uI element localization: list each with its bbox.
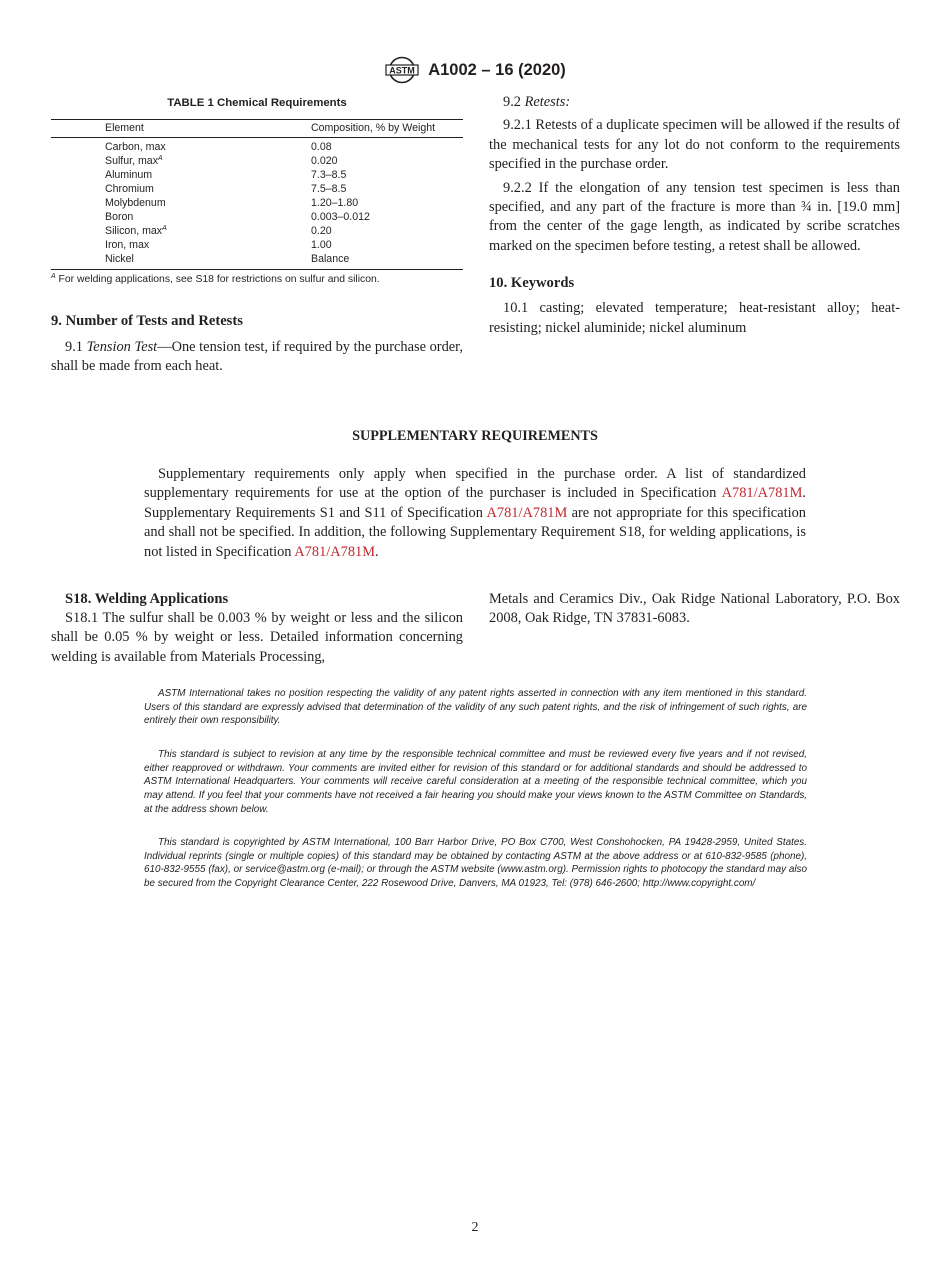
- supplementary-text: Supplementary requirements only apply when specified in the purchase order. A list of standardized supplementary requirements for use at the option of the purchaser is included in Specification A781/A781M. Supplementary Requirements S1 and S11 of Specification A781/A781M are not appropriate for this specification and shall not be specified. In addition, the following Supplementary Requirement S18, for welding applications, is not listed in Specification A781/A781M.: [144, 466, 806, 560]
- value-cell: 7.5–8.5: [311, 183, 347, 196]
- legal-copyright-notice: This standard is copyrighted by ASTM International, 100 Barr Harbor Drive, PO Box C700, West Conshohocken, PA 19428-2959, United States. Individual reprints (single or multiple copies) of this standard may be obtained by contacting ASTM at the above address or at 610-832-9585 (phone), 610-832-9555 (fax), or service@astm.org (e-mail); or through the ASTM website (www.astm.org). Permission rights to photocopy the standard may also be secured from the Copyright Clearance Center, 222 Rosewood Drive, Danvers, MA 01923, Tel: (978) 646-2600; http://www.copyright.com/: [144, 837, 807, 890]
- table-footnote: $^A$ For welding applications, see S18 for restrictions on sulfur and silicon.: [51, 272, 380, 285]
- document-id: A1002 – 16 (2020): [428, 60, 566, 79]
- value-cell: 1.00: [311, 238, 332, 251]
- supplementary-title: SUPPLEMENTARY REQUIREMENTS: [352, 428, 598, 444]
- table-row: [51, 183, 463, 197]
- element-cell: Molybdenum: [105, 197, 166, 210]
- paragraph-s18-1-cont: Metals and Ceramics Div., Oak Ridge National Laboratory, P.O. Box 2008, Oak Ridge, TN 37831-6083.: [489, 591, 900, 627]
- astm-logo-text: ASTM: [389, 65, 415, 76]
- value-cell: 0.020: [311, 155, 338, 168]
- table-row: [51, 155, 463, 169]
- element-cell: Nickel: [105, 252, 134, 265]
- astm-logo-icon: [384, 56, 420, 84]
- value-cell: 7.3–8.5: [311, 169, 347, 182]
- value-cell: Balance: [311, 252, 350, 265]
- column-header-element: Element: [51, 120, 311, 138]
- element-cell: Chromium: [105, 183, 154, 196]
- element-cell: Aluminum: [105, 169, 153, 182]
- paragraph-9-2: 9.2 Retests:: [503, 94, 571, 110]
- table-row: [51, 211, 463, 225]
- paragraph-9-1: 9.1 Tension Test—One tension test, if required by the purchase order, shall be made from each heat.: [51, 339, 463, 375]
- paragraph-9-2-1: 9.2.1 Retests of a duplicate specimen will be allowed if the results of the mechanical tests for any lot do not conform to the requirements specified in the purchase order.: [489, 117, 900, 173]
- paragraph-s18-1: S18.1 The sulfur shall be 0.003 % by weight or less and the silicon shall be 0.05 % by weight or less. Detailed information concerning welding is available from Materials Processing,: [51, 610, 463, 665]
- section-9-heading: 9. Number of Tests and Retests: [51, 313, 243, 329]
- s18-heading: S18. Welding Applications: [65, 591, 229, 607]
- value-cell: 0.08: [311, 141, 332, 154]
- table-rule: [51, 269, 463, 270]
- table-title: TABLE 1 Chemical Requirements: [167, 97, 347, 109]
- paragraph-9-2-2: 9.2.2 If the elongation of any tension test specimen is less than specified, and any part of the fracture is more than ¾ in. [19.0 mm] from the center of the gage length, as indicated by scribe scratches marked on the specimen before testing, a retest shall be allowed.: [489, 179, 900, 254]
- table-row: [51, 197, 463, 211]
- legal-patent-notice: ASTM International takes no position respecting the validity of any patent rights asserted in connection with any item mentioned in this standard. Users of this standard are expressly advised that determination of the validity of any such patent rights, and the risk of infringement of such rights, are entirely their own responsibility.: [144, 688, 807, 727]
- element-cell: Sulfur, $\max^A$: [105, 155, 163, 168]
- column-header-composition: Composition, % by Weight: [311, 120, 463, 138]
- page-header: [0, 56, 950, 84]
- table-row: [51, 239, 463, 253]
- table-row: [51, 138, 463, 155]
- page-number: 2: [471, 1220, 479, 1235]
- s18-left: [51, 590, 463, 667]
- table-row: [51, 253, 463, 269]
- table-1-block: [51, 94, 463, 285]
- paragraph-10-1: 10.1 casting; elevated temperature; heat-resistant alloy; heat-resisting; nickel aluminide; nickel aluminum: [489, 300, 900, 336]
- s18-right: [489, 590, 900, 629]
- element-cell: Silicon, $\max^A$: [105, 224, 167, 237]
- element-cell: Boron: [105, 210, 134, 223]
- spec-link[interactable]: A781/A781M: [486, 504, 568, 521]
- element-cell: Carbon, max: [105, 141, 166, 154]
- chemical-requirements-table: [51, 119, 463, 268]
- footnote-marker: A: [162, 224, 167, 232]
- table-row: [51, 225, 463, 239]
- section-10-heading: 10. Keywords: [489, 275, 575, 292]
- right-column: [489, 93, 900, 338]
- value-cell: 0.20: [311, 224, 332, 237]
- legal-revision-notice: This standard is subject to revision at any time by the responsible technical committee and must be reviewed every five years and if not revised, either reapproved or withdrawn. Your comments are invited either for revision of this standard or for additional standards and should be addressed to ASTM International Headquarters. Your comments will receive careful consideration at a meeting of the responsible technical committee, which you may attend. If you feel that your comments have not received a fair hearing you should make your views known to the ASTM Committee on Standards, at the address shown below.: [144, 749, 807, 815]
- footnote-marker: A: [158, 155, 163, 163]
- section-9: [51, 312, 463, 377]
- table-row: [51, 169, 463, 183]
- element-cell: Iron, max: [105, 238, 150, 251]
- value-cell: 0.003–0.012: [311, 210, 370, 223]
- spec-link[interactable]: A781/A781M: [721, 485, 803, 502]
- spec-link[interactable]: A781/A781M: [294, 543, 376, 560]
- value-cell: 1.20–1.80: [311, 197, 359, 210]
